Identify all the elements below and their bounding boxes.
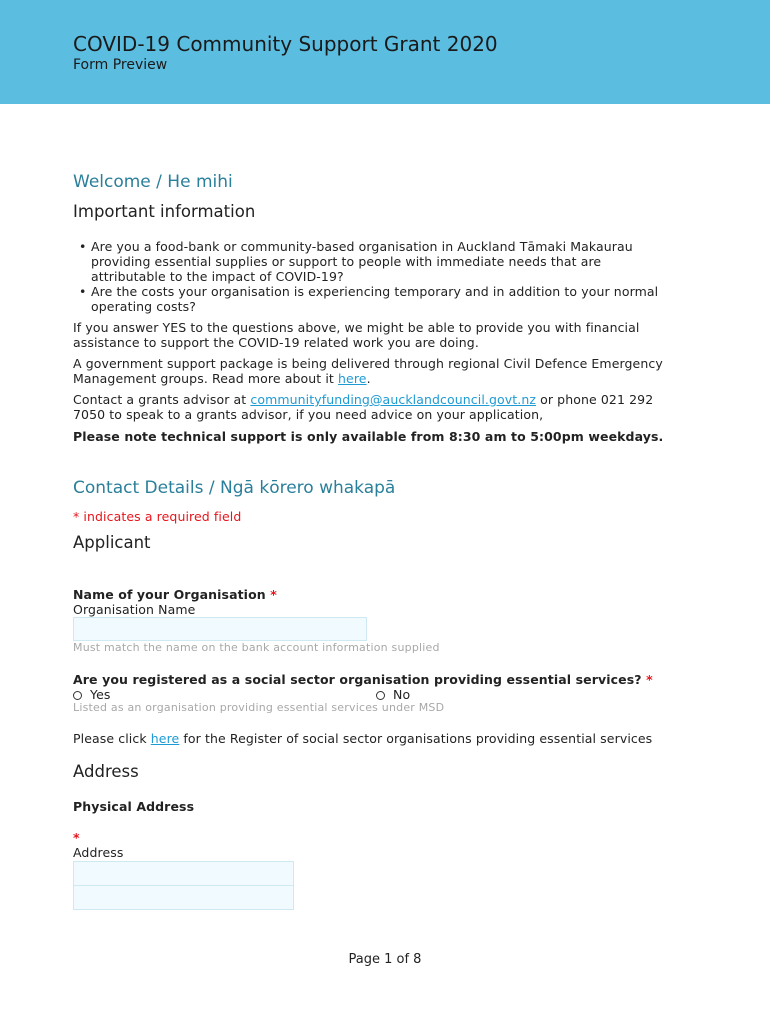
email-link[interactable]: communityfunding@aucklandcouncil.govt.nz bbox=[250, 392, 537, 407]
org-name-label bbox=[73, 587, 277, 602]
welcome-heading: Welcome / He mihi bbox=[73, 172, 233, 192]
radio-circle-icon[interactable] bbox=[73, 691, 82, 700]
required-field-note: * indicates a required field bbox=[73, 509, 242, 524]
applicant-heading: Applicant bbox=[73, 533, 151, 552]
important-info-list bbox=[73, 239, 663, 314]
form-title: COVID-19 Community Support Grant 2020 bbox=[73, 32, 498, 56]
registered-hint: Listed as an organisation providing essential services under MSD bbox=[73, 701, 445, 714]
registered-question-text: Are you registered as a social sector organisation providing essential services? bbox=[73, 672, 642, 687]
page-header bbox=[0, 0, 770, 104]
register-link[interactable]: here bbox=[150, 731, 180, 746]
address-label: Address bbox=[73, 845, 124, 860]
important-info-heading: Important information bbox=[73, 202, 256, 221]
org-name-sublabel: Organisation Name bbox=[73, 602, 196, 617]
technical-support-note: Please note technical support is only available from 8:30 am to 5:00pm weekdays. bbox=[73, 429, 664, 444]
organisation-name-input[interactable] bbox=[73, 617, 367, 641]
eligibility-paragraph: If you answer YES to the questions above, we might be able to provide you with financial assistance to support the COVID-19 related work you are doing. bbox=[73, 320, 640, 350]
required-star: * bbox=[646, 672, 653, 687]
option-yes-label: Yes bbox=[90, 687, 111, 702]
radio-option-no[interactable] bbox=[376, 687, 410, 702]
contact-advisor-end: or phone 021 292 7050 to speak to a grants advisor, if you need advice on your application, bbox=[73, 392, 654, 422]
register-text-after: for the Register of social sector organisations providing essential services bbox=[179, 731, 653, 746]
radio-option-yes[interactable] bbox=[73, 687, 110, 702]
radio-circle-icon[interactable] bbox=[376, 691, 385, 700]
register-paragraph bbox=[73, 731, 713, 746]
form-subtitle: Form Preview bbox=[73, 57, 168, 73]
registered-question bbox=[73, 672, 713, 687]
org-name-hint: Must match the name on the bank account information supplied bbox=[73, 641, 440, 654]
government-support-paragraph bbox=[73, 356, 693, 386]
address-line1-input[interactable] bbox=[73, 861, 294, 886]
list-item: • Are you a food-bank or community-based organisation in Auckland Tāmaki Makaurau providing essential supplies or support to people with immediate needs that are attributable to the impact of COVID-19? bbox=[91, 239, 663, 284]
address-heading: Address bbox=[73, 762, 139, 781]
contact-advisor-text: Contact a grants advisor at bbox=[73, 392, 251, 407]
physical-address-label: Physical Address bbox=[73, 799, 195, 814]
page-number: Page 1 of 8 bbox=[348, 952, 422, 967]
list-item: • Are the costs your organisation is experiencing temporary and in addition to your normal operating costs? bbox=[91, 284, 663, 314]
government-support-text: A government support package is being delivered through regional Civil Defence Emergency Management groups. Read more about it bbox=[73, 356, 663, 386]
read-more-link[interactable]: here bbox=[338, 371, 367, 386]
contact-advisor-paragraph bbox=[73, 392, 673, 422]
contact-details-heading: Contact Details / Ngā kōrero whakapā bbox=[73, 478, 396, 498]
required-star: * bbox=[73, 830, 80, 845]
period-text: . bbox=[366, 371, 371, 386]
required-star: * bbox=[270, 587, 277, 602]
address-line2-input[interactable] bbox=[73, 885, 294, 910]
register-text-before: Please click bbox=[73, 731, 151, 746]
option-no-label: No bbox=[393, 687, 411, 702]
org-name-label-text: Name of your Organisation bbox=[73, 587, 266, 602]
